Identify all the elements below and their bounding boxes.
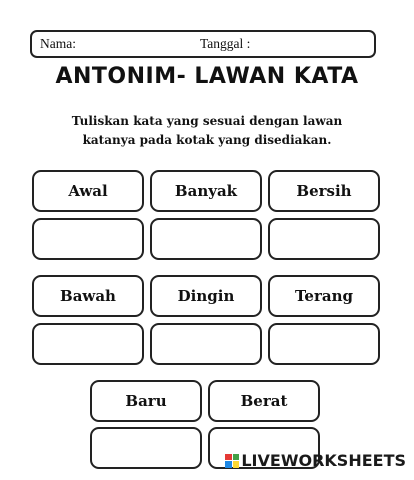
- word-box-berat: Berat: [208, 380, 320, 422]
- answer-box-baru[interactable]: [90, 427, 202, 469]
- header-box: [30, 30, 376, 58]
- watermark-text: LIVEWORKSHEETS: [241, 451, 406, 470]
- answer-box-bersih[interactable]: [268, 218, 380, 260]
- word-box-dingin: Dingin: [150, 275, 262, 317]
- word-box-terang: Terang: [268, 275, 380, 317]
- answer-box-bawah[interactable]: [32, 323, 144, 365]
- word-box-bawah: Bawah: [32, 275, 144, 317]
- word-box-bersih: Bersih: [268, 170, 380, 212]
- instruction-line-1: Tuliskan kata yang sesuai dengan lawan: [71, 114, 343, 128]
- page-title: ANTONIM- LAWAN KATA: [55, 64, 359, 89]
- answer-box-banyak[interactable]: [150, 218, 262, 260]
- answer-box-terang[interactable]: [268, 323, 380, 365]
- word-box-baru: Baru: [90, 380, 202, 422]
- instruction-text: [40, 112, 374, 150]
- answer-box-awal[interactable]: [32, 218, 144, 260]
- word-box-awal: Awal: [32, 170, 144, 212]
- liveworksheets-watermark: [225, 451, 406, 470]
- instruction-line-2: katanya pada kotak yang disediakan.: [82, 133, 332, 147]
- word-box-banyak: Banyak: [150, 170, 262, 212]
- liveworksheets-logo-icon: [225, 454, 239, 468]
- date-label: Tanggal :: [200, 36, 251, 51]
- name-label: Nama:: [40, 36, 76, 51]
- answer-box-dingin[interactable]: [150, 323, 262, 365]
